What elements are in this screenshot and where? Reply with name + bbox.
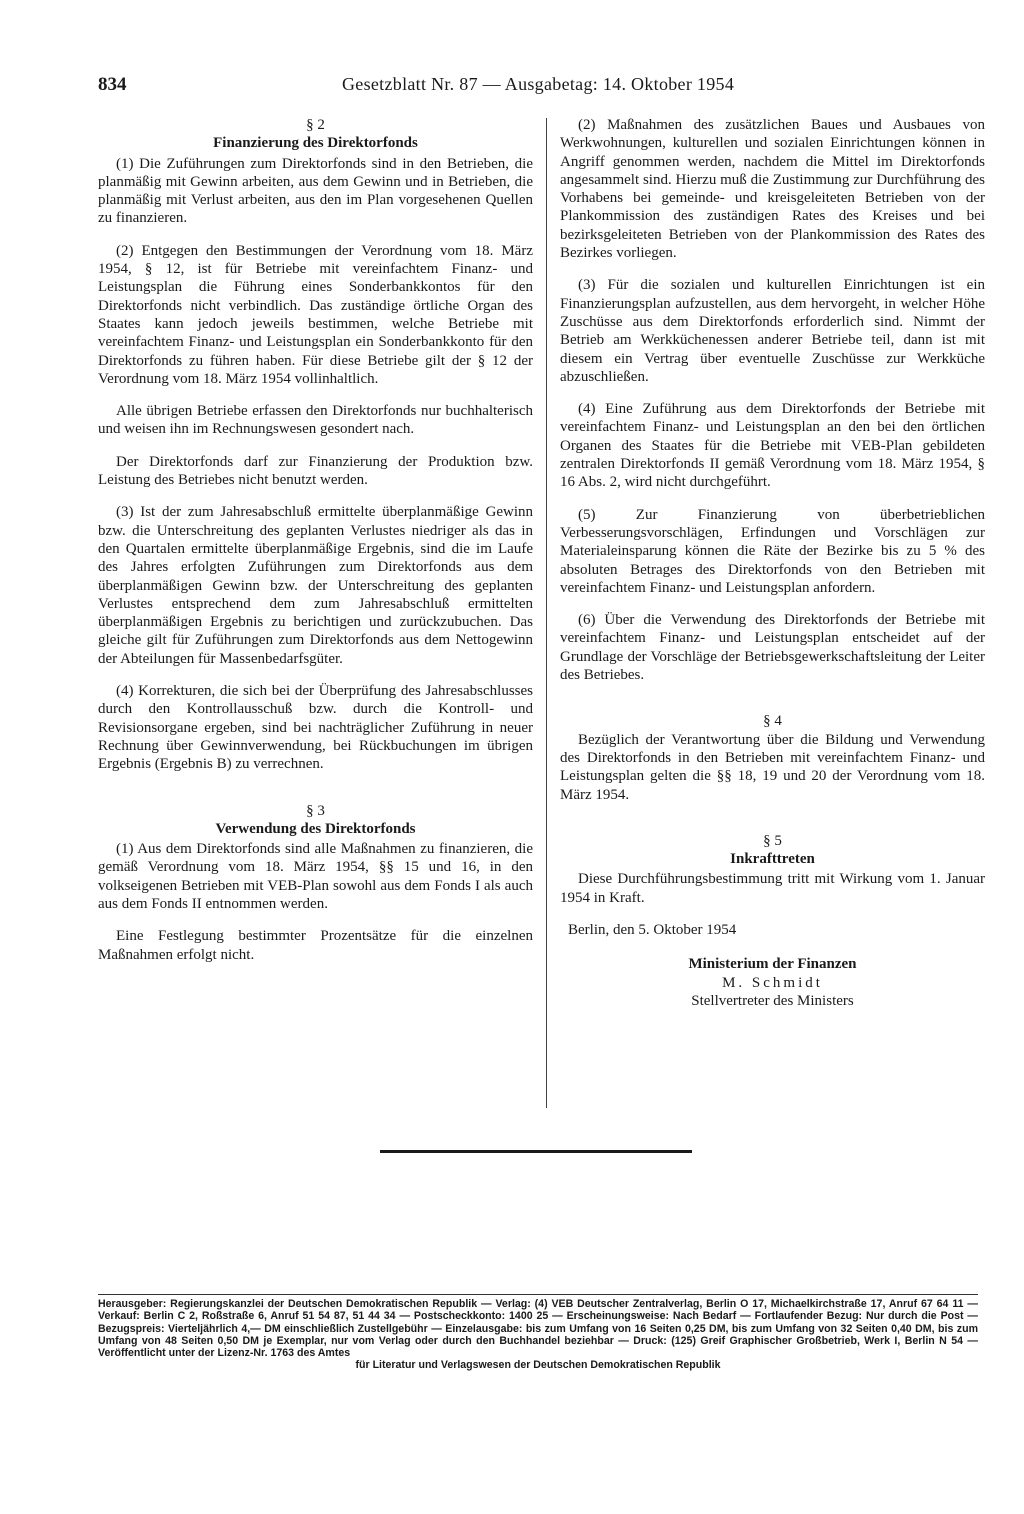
section-4-paragraph: Bezüglich der Verantwortung über die Bildung und Verwendung des Direktorfonds in den Betrieben mit vereinfachtem Finanz- und Leistungsplan gelten die §§ 18, 19 und 20 der Verordnung vom 18. März 1954.	[560, 731, 985, 803]
section-2-paragraph-3: Alle übrigen Betriebe erfassen den Direktorfonds nur buchhalterisch und weisen ihn im Rechnungswesen gesondert nach.	[98, 403, 533, 438]
section-5-title: Inkrafttreten	[730, 851, 815, 868]
section-2-paragraph-2: (2) Entgegen den Bestimmungen der Verordnung vom 18. März 1954, § 12, ist für Betriebe mit vereinfachtem Finanz- und Leistungsplan die Führung eines Sonderbankkontos für den Direktorfonds nicht verbindlich. Das zuständige örtliche Organ des Staates kann jedoch jeweils bestimmen, welche Betriebe mit vereinfachtem Finanz- und Leistungsplan ein Sonderbankkonto für den Direktorfonds zu führen haben. Für diese Betriebe gilt der § 12 der Verordnung vom 18. März 1954 vollinhaltlich.	[98, 242, 533, 387]
section-3-title: Verwendung des Direktorfonds	[215, 820, 416, 837]
section-4-number: § 4	[763, 713, 782, 730]
place-and-date: Berlin, den 5. Oktober 1954	[568, 921, 737, 938]
section-3-paragraph-3: (3) Für die sozialen und kulturellen Einrichtungen ist ein Finanzierungsplan aufzustellen, aus dem hervorgeht, in welcher Höhe Zuschüsse aus dem Direktorfonds erforderlich sind. Nimmt der Betrieb am Werkküchenessen anderer Betriebe teil, dann ist mit diesem ein Vertrag über eventuelle Zuschüsse zur Werkküche abzuschließen.	[560, 277, 985, 385]
section-2-paragraph-4: Der Direktorfonds darf zur Finanzierung der Produktion bzw. Leistung des Betriebes nicht benutzt werden.	[98, 453, 533, 489]
section-2-paragraph-5: (3) Ist der zum Jahresabschluß ermittelte überplanmäßige Gewinn bzw. die Unterschreitung des geplanten Verlustes niedriger als das in den Quartalen ermittelte überplanmäßige Ergebnis, sind die im Laufe des Jahres erfolgten Zuführungen zum Direktorfonds aus dem überplanmäßigen Gewinn bzw. der Unterschreitung des geplanten Verlustes entsprechend dem zum Jahresabschluß ermittelten überplanmäßigen Ergebnis zu berichtigen und zurückzubuchen. Das gleiche gilt für Zuführungen zum Direktorfonds aus dem Nettogewinn der Abteilungen für Massenbedarfsgüter.	[98, 504, 533, 667]
section-2-paragraph-1: (1) Die Zuführungen zum Direktorfonds sind in den Betrieben, die planmäßig mit Gewinn arbeiten, aus dem Gewinn und in Betrieben, die planmäßig mit Verlust arbeiten, aus den im Plan vorgesehenen Quellen zu finanzieren.	[98, 155, 533, 227]
section-5-paragraph: Diese Durchführungsbestimmung tritt mit Wirkung vom 1. Januar 1954 in Kraft.	[560, 871, 985, 906]
section-3-paragraph-2-right: (2) Maßnahmen des zusätzlichen Baues und Ausbaues von Werkwohnungen, kulturellen und sozialen Einrichtungen können in Angriff genommen werden, nachdem die Mittel im Direktorfonds angesammelt sind. Hierzu muß die Zustimmung zur Durchführung des Vorhabens bei gemeinde- und kreisgeleiteten Betrieben von der Plankommission des zuständigen Rates des Kreises und bei bezirksgeleiteten Betrieben von der Plankommission des Rates des Bezirkes vorliegen.	[560, 117, 985, 262]
section-3-paragraph-6: (6) Über die Verwendung des Direktorfonds der Betriebe mit vereinfachtem Finanz- und Leistungsplan entscheidet auf der Grundlage der Vorschläge der Betriebsgewerkschaftsleitung der Leiter des Betriebes.	[560, 612, 985, 684]
section-5-number: § 5	[763, 832, 782, 849]
signature-role: Stellvertreter des Ministers	[691, 992, 854, 1009]
section-3-paragraph-5: (5) Zur Finanzierung von überbetrieblichen Verbesserungsvorschlägen, Erfindungen und Vorschlägen zur Materialeinsparung können die Räte der Bezirke bis zu 5 % des absoluten Betrages des Direktorfonds von den Betrieben mit vereinfachtem Finanz- und Leistungsplan anfordern.	[560, 506, 985, 596]
signature-organization: Ministerium der Finanzen	[688, 956, 857, 973]
section-3-paragraph-1: (1) Aus dem Direktorfonds sind alle Maßnahmen zu finanzieren, die gemäß Verordnung vom 18. März 1954, §§ 15 und 16, in den volkseigenen Betrieben mit VEB-Plan sowohl aus dem Fonds I als auch aus dem Fonds II entnommen werden.	[98, 841, 533, 912]
section-3-paragraph-2: Eine Festlegung bestimmter Prozentsätze für die einzelnen Maßnahmen erfolgt nicht.	[98, 928, 533, 963]
end-rule	[380, 1150, 692, 1153]
section-2-title: Finanzierung des Direktorfonds	[213, 135, 418, 152]
right-column	[560, 116, 985, 1010]
section-2-paragraph-6: (4) Korrekturen, die sich bei der Überprüfung des Jahresabschlusses durch den Kontrollausschuß bzw. durch die Kontroll- und Revisionsorgane ergeben, sind bei nachträglicher Zuführung in neuer Rechnung über Gewinnverwendung, bei Rückbuchungen im übrigen Ergebnis (Ergebnis B) zu verrechnen.	[98, 683, 533, 773]
left-column	[98, 116, 533, 978]
signature-name: M. Schmidt	[722, 974, 823, 991]
page-header	[98, 74, 788, 100]
section-2-number: § 2	[306, 117, 325, 133]
running-head: Gesetzblatt Nr. 87 — Ausgabetag: 14. Oktober 1954	[342, 74, 735, 94]
imprint	[98, 1298, 978, 1372]
column-divider	[546, 118, 547, 1108]
imprint-text: Herausgeber: Regierungskanzlei der Deutschen Demokratischen Republik — Verlag: (4) VEB Deutscher Zentralverlag, Berlin O 17, Michaelkirchstraße 17, Anruf 67 64 11 — Verkauf: Berlin C 2, Roßstraße 6, Anruf 51 54 87, 51 44 34 — Postscheckkonto: 1400 25 — Erscheinungsweise: Nach Bedarf — Fortlaufender Bezug: Nur durch die Post — Bezugspreis: Vierteljährlich 4,— DM einschließlich Zustellgebühr — Einzelausgabe: bis zum Umfang von 16 Seiten 0,25 DM, bis zum Umfang von 32 Seiten 0,40 DM, bis zum Umfang von 48 Seiten 0,50 DM je Exemplar, nur vom Verlag oder durch den Buchhandel beziehbar — Druck: (125) Greif Graphischer Großbetrieb, Werk I, Berlin N 54 — Veröffentlicht unter der Lizenz-Nr. 1763 des Amtes	[98, 1298, 978, 1360]
page-number: 834	[98, 74, 127, 95]
section-3-number: § 3	[306, 802, 325, 819]
imprint-divider	[98, 1294, 978, 1295]
section-3-paragraph-4: (4) Eine Zuführung aus dem Direktorfonds der Betriebe mit vereinfachtem Finanz- und Leistungsplan an den bei den örtlichen Organen des Staates für die Betriebe mit VEB-Plan gebildeten zentralen Direktorfonds II gemäß Verordnung vom 18. März 1954, § 16 Abs. 2, wird nicht durchgeführt.	[560, 401, 985, 491]
imprint-last-line: für Literatur und Verlagswesen der Deutschen Demokratischen Republik	[355, 1359, 721, 1372]
